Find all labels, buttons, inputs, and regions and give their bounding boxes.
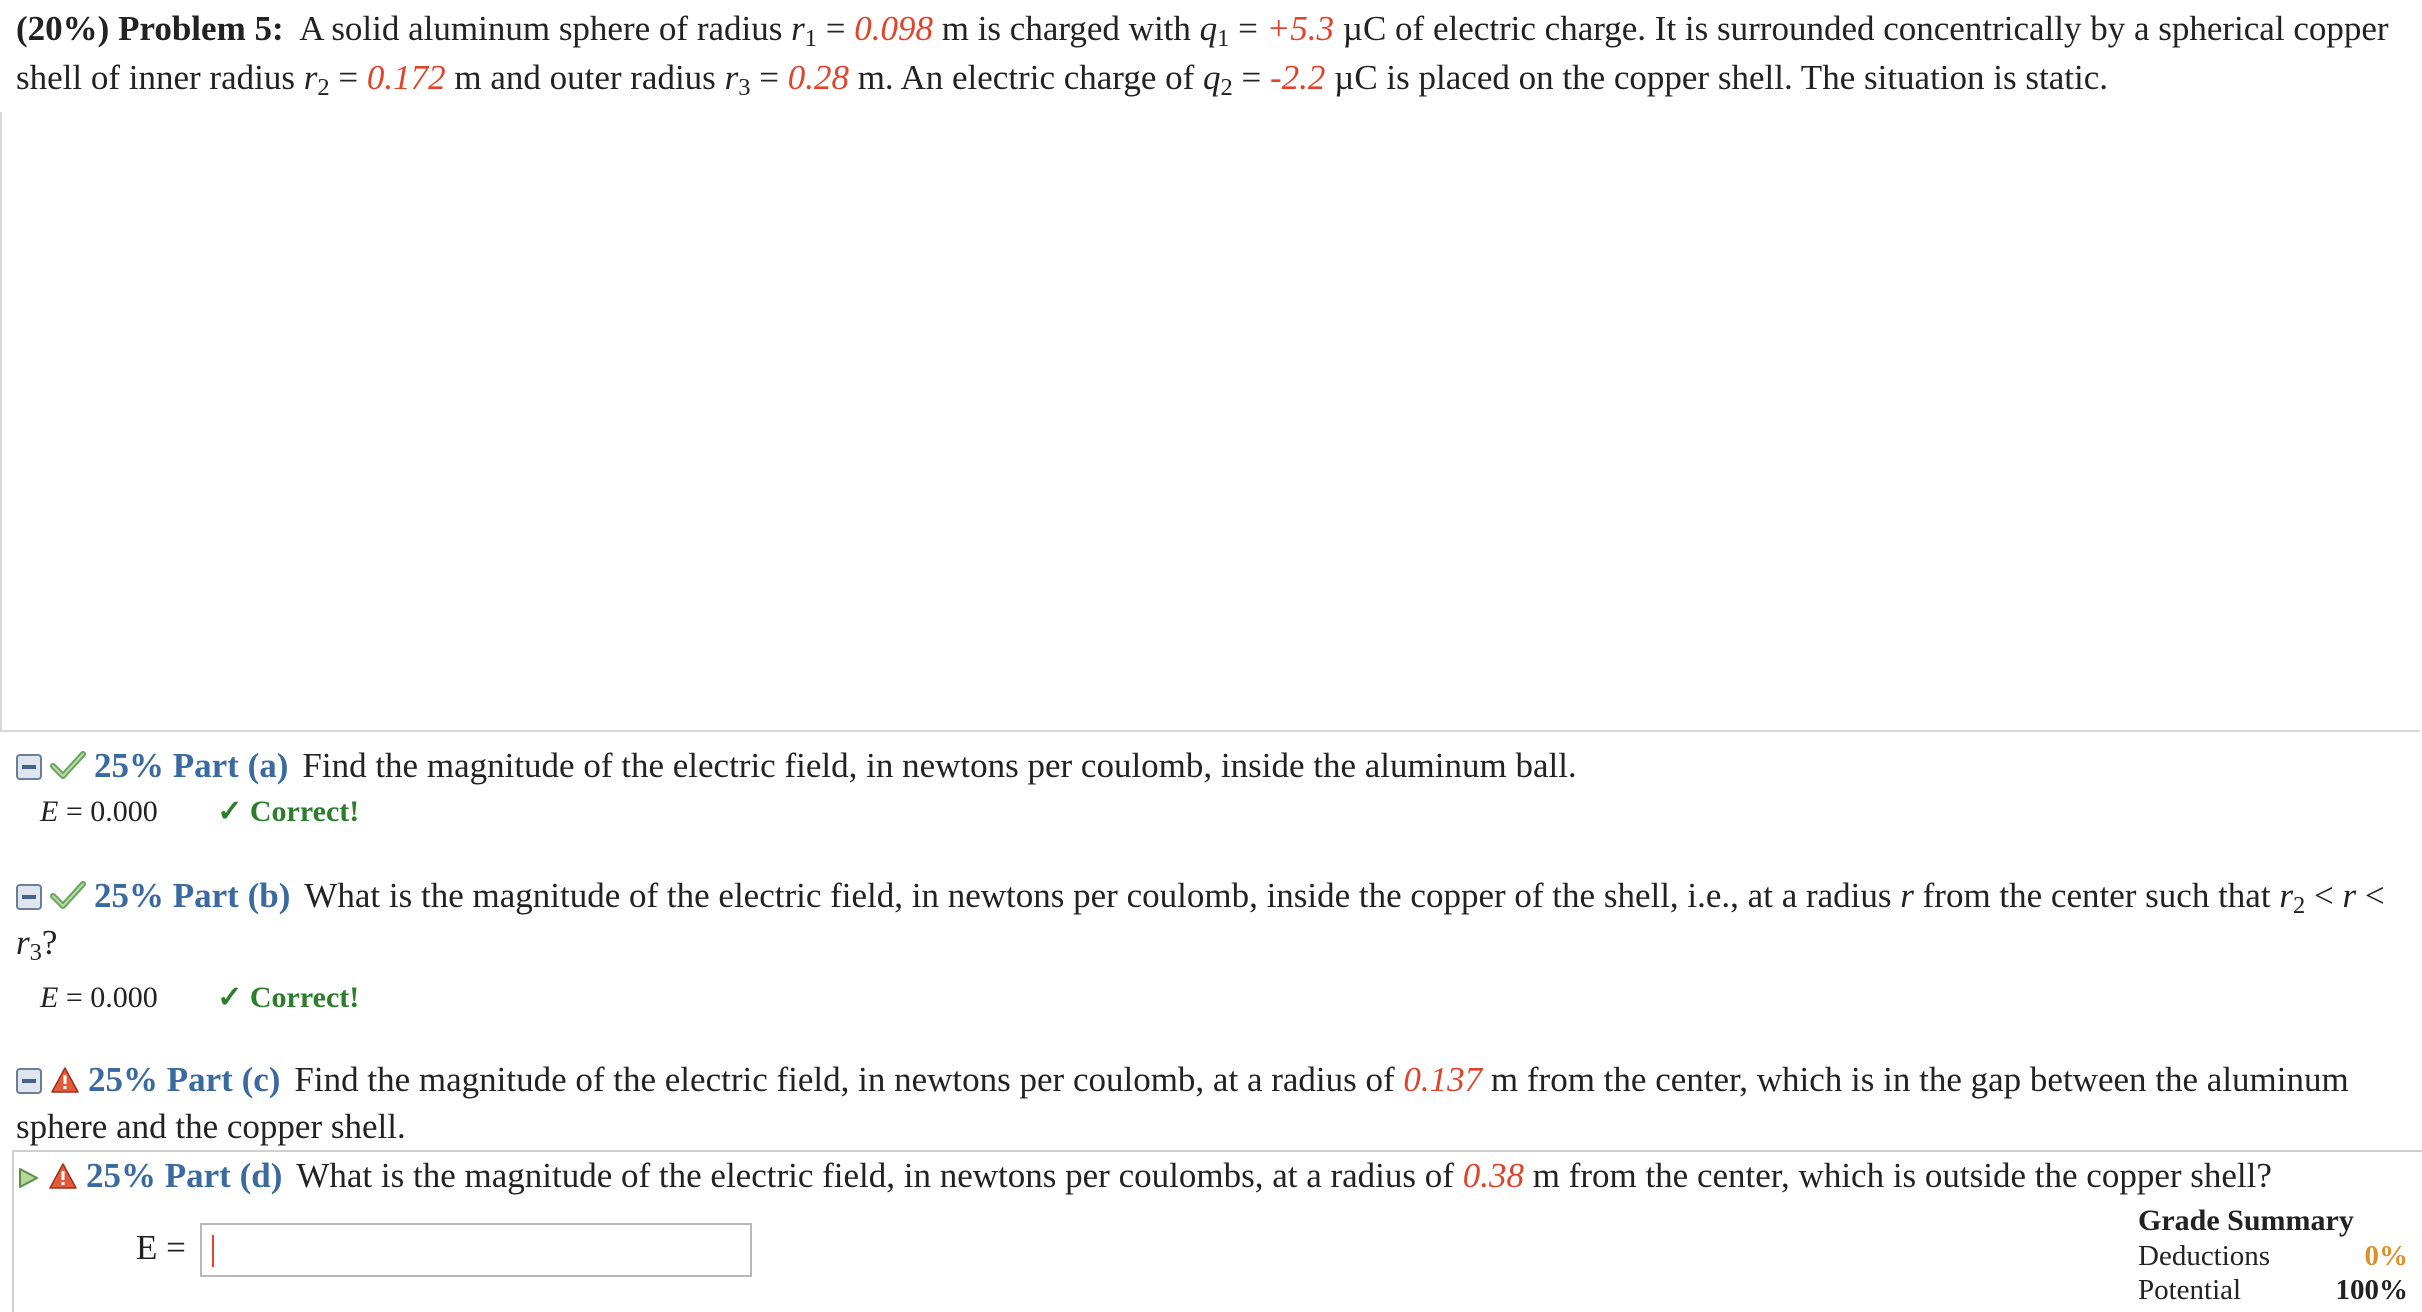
r2-subscript: 2 [317,74,330,102]
r2-symbol: r [303,58,318,97]
part-b-question-1: What is the magnitude of the electric field, in newtons per coulomb, inside the copper of the shell, i.e., at a radius [304,876,1892,915]
r1-symbol: r [791,9,805,48]
problem-weight: (20%) [16,9,110,48]
statement-text-1: A solid aluminum sphere of radius [299,9,783,48]
equals-sign: = [338,58,359,97]
potential-row [2138,1273,2408,1307]
part-d-question-2: m from the center, which is outside the copper shell? [1532,1156,2272,1195]
warning-icon [50,1061,80,1105]
equals-sign: = [759,58,779,97]
answer-value: = 0.000 [65,795,158,828]
potential-label: Potential [2138,1274,2242,1306]
r-symbol: r [2342,876,2357,915]
part-c-question-2: m from the center, which is in the gap between the aluminum sphere and the copper shell. [16,1060,2349,1146]
part-c-radius: 0.137 [1403,1060,1483,1099]
collapse-icon[interactable] [16,747,42,791]
statement-text-6: µC is placed on the copper shell. The situation is static. [1334,58,2108,97]
r2-symbol: r [2279,876,2293,915]
statement-text-3: µC of electric charge. It is surrounded concentrically by a spherical copper shell of inner radius [16,9,2389,97]
statement-text-2: m is charged with [941,9,1191,48]
part-b-answer [40,978,359,1018]
q2-symbol: q [1203,58,1221,97]
potential-value: 100% [2335,1274,2408,1306]
less-than: < [2313,876,2334,915]
part-d-header: 25% Part (d) [86,1156,283,1195]
answer-symbol: E [40,981,59,1014]
r3-subscript: 3 [738,74,751,102]
grade-summary-title: Grade Summary [2138,1204,2354,1237]
r3-symbol: r [16,922,30,962]
part-c-question-1: Find the magnitude of the electric field, in newtons per coulomb, at a radius of [294,1060,1395,1099]
deductions-value: 0% [2364,1240,2408,1272]
part-a [16,744,2406,791]
part-c [16,1058,2406,1149]
part-b [16,874,2406,965]
equals-sign: = [1241,58,1262,97]
problem-statement [16,4,2406,102]
statement-text-5: m. An electric charge of [857,58,1195,97]
warning-icon [48,1157,78,1201]
part-a-header: 25% Part (a) [94,746,289,785]
r3-value: 0.28 [787,58,849,97]
part-b-header: 25% Part (b) [94,876,291,915]
answer-label: E = [136,1228,186,1267]
question-mark: ? [41,922,58,962]
statement-text-4: m and outer radius [454,58,716,97]
equals-sign: = [825,9,846,48]
check-icon [50,747,86,791]
answer-input[interactable] [200,1223,752,1277]
r3-symbol: r [724,58,739,97]
r-symbol: r [1900,876,1914,915]
figure-area [0,112,2420,732]
check-icon [50,877,86,921]
q2-subscript: 2 [1220,74,1233,102]
answer-value: = 0.000 [65,981,158,1014]
part-a-question: Find the magnitude of the electric field, in newtons per coulomb, inside the aluminum ball. [302,746,1577,785]
part-d-question-1: What is the magnitude of the electric field, in newtons per coulombs, at a radius of [296,1156,1454,1195]
r2-subscript: 2 [2292,892,2306,920]
r1-value: 0.098 [854,9,933,48]
q2-value: -2.2 [1270,58,1326,97]
correct-status: ✓ Correct! [217,795,360,828]
problem-title: Problem 5: [118,9,284,48]
part-d-radius: 0.38 [1462,1156,1524,1195]
q1-subscript: 1 [1217,25,1230,53]
expand-arrow-icon[interactable] [16,1157,40,1201]
collapse-icon[interactable] [16,877,42,921]
r2-value: 0.172 [366,58,446,97]
part-d [16,1154,2406,1201]
r3-subscript: 3 [29,939,42,967]
part-b-question-2: from the center such that [1922,876,2271,915]
q1-symbol: q [1199,9,1218,48]
deductions-row [2138,1239,2408,1273]
answer-symbol: E [40,795,59,828]
part-c-header: 25% Part (c) [88,1060,281,1099]
part-a-answer [40,792,359,832]
deductions-label: Deductions [2138,1240,2271,1272]
equals-sign: = [1238,9,1258,48]
grade-summary [2138,1203,2408,1307]
q1-value: +5.3 [1266,9,1335,48]
r1-subscript: 1 [804,25,817,53]
collapse-icon[interactable] [16,1061,42,1105]
text-caret [212,1235,214,1267]
less-than: < [2364,876,2385,915]
correct-status: ✓ Correct! [217,981,360,1014]
